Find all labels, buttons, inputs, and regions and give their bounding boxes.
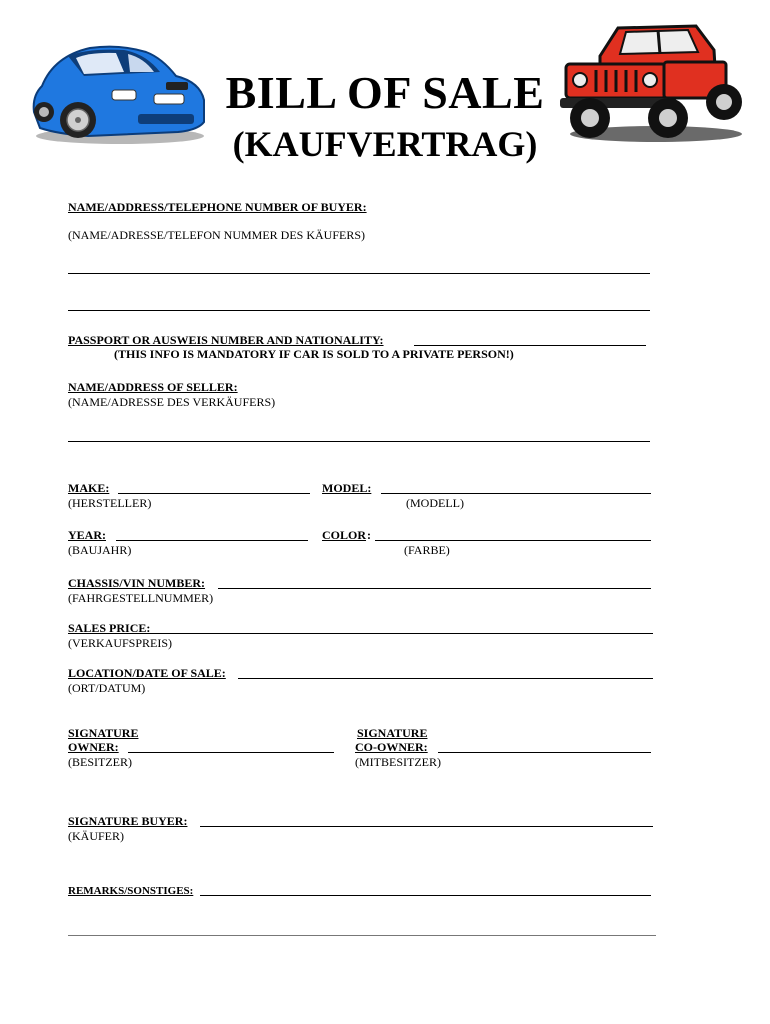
document-title: BILL OF SALE [225,67,545,118]
seller-line[interactable] [68,441,650,442]
remarks-label: REMARKS/SONSTIGES: [68,885,194,897]
year-field[interactable] [116,540,308,541]
location-label: LOCATION/DATE OF SALE: [68,666,226,680]
location-field[interactable] [238,678,653,679]
make-label: MAKE: [68,481,110,495]
year-label: YEAR: [68,528,106,542]
chassis-field[interactable] [218,588,651,589]
remarks-line-2[interactable] [68,935,656,936]
model-field[interactable] [381,493,651,494]
chassis-label: CHASSIS/VIN NUMBER: [68,576,206,590]
year-sublabel: (BAUJAHR) [68,543,132,557]
owner-signature-sublabel: (BESITZER) [68,755,132,769]
red-jeep-icon [556,22,746,144]
remarks-field[interactable] [200,895,651,896]
make-field[interactable] [118,493,310,494]
coowner-signature-label-1: SIGNATURE [357,726,428,740]
passport-label: PASSPORT OR AUSWEIS NUMBER AND NATIONALITY: [68,333,384,347]
buyer-signature-label: SIGNATURE BUYER: [68,814,188,828]
model-sublabel: (MODELL) [406,496,464,510]
price-sublabel: (VERKAUFSPREIS) [68,636,173,650]
color-sublabel: (FARBE) [404,543,450,557]
buyer-label: NAME/ADDRESS/TELEPHONE NUMBER OF BUYER: [68,200,367,214]
buyer-signature-sublabel: (KÄUFER) [68,829,124,843]
price-field[interactable] [150,633,653,634]
coowner-signature-label-2: CO-OWNER: [355,740,428,754]
location-sublabel: (ORT/DATUM) [68,681,146,695]
passport-note: (THIS INFO IS MANDATORY IF CAR IS SOLD TO A PRIVATE PERSON!) [114,347,514,361]
document-subtitle: (KAUFVERTRAG) [232,124,538,164]
price-label: SALES PRICE: [68,621,151,635]
passport-field[interactable] [414,345,646,346]
chassis-sublabel: (FAHRGESTELLNUMMER) [68,591,214,605]
buyer-line-2[interactable] [68,310,650,311]
seller-sublabel: (NAME/ADRESSE DES VERKÄUFERS) [68,395,276,409]
model-label: MODEL: [322,481,372,495]
owner-signature-label-2: OWNER: [68,740,119,754]
coowner-signature-sublabel: (MITBESITZER) [355,755,441,769]
make-sublabel: (HERSTELLER) [68,496,152,510]
buyer-signature-field[interactable] [200,826,653,827]
color-field[interactable] [375,540,651,541]
buyer-sublabel: (NAME/ADRESSE/TELEFON NUMMER DES KÄUFERS) [68,228,366,242]
color-colon: : [367,528,371,542]
owner-signature-field[interactable] [128,752,334,753]
coowner-signature-field[interactable] [438,752,651,753]
color-label: COLOR [322,528,367,542]
blue-sedan-car-icon [28,42,208,146]
owner-signature-label-1: SIGNATURE [68,726,139,740]
seller-label: NAME/ADDRESS OF SELLER: [68,380,238,394]
buyer-line-1[interactable] [68,273,650,274]
